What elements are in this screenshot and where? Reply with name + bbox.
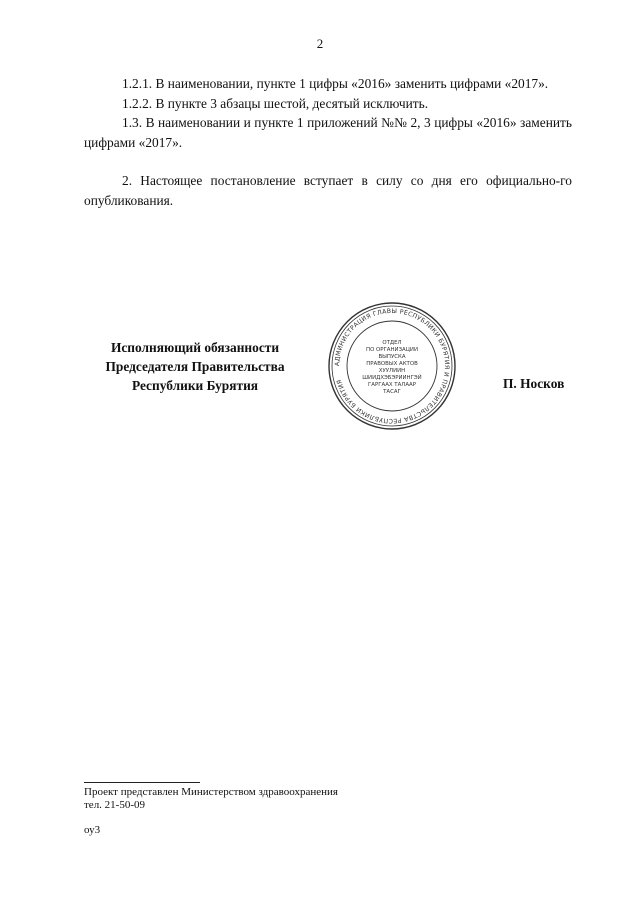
footer-prepared-by: Проект представлен Министерством здравоохранения (84, 786, 338, 798)
stamp-line: ГАРГААХ ТАЛААР (368, 382, 416, 388)
footer-note (84, 786, 338, 812)
official-stamp (326, 300, 458, 432)
footer-divider (84, 782, 200, 783)
stamp-line: ХУУЛИИН (378, 368, 406, 374)
paragraph-1-2-2: 1.2.2. В пункте 3 абзацы шестой, десятый исключить. (122, 95, 429, 111)
stamp-line: ПО ОРГАНИЗАЦИИ (366, 347, 418, 353)
stamp-line: ТАСАГ (383, 389, 401, 395)
signatory-title (84, 338, 306, 395)
stamp-ring-text: АДМИНИСТРАЦИЯ ГЛАВЫ РЕСПУБЛИКИ БУРЯТИЯ И ПРАВИТЕЛЬСТВА РЕСПУБЛИКИ БУРЯТИЯ (333, 307, 451, 425)
footer-code: оу3 (84, 824, 101, 836)
signatory-title-line-3: Республики Бурятия (131, 378, 259, 393)
stamp-line: ОТДЕЛ (382, 340, 402, 346)
signatory-title-line-2: Председателя Правительства (105, 359, 285, 374)
footer-phone: тел. 21-50-09 (84, 799, 146, 811)
paragraph-gap (84, 152, 572, 171)
stamp-line: ШИИДХЭБЭРИИНГЭЙ (362, 375, 422, 381)
paragraph-1-2-1: 1.2.1. В наименовании, пункте 1 цифры «2016» заменить цифрами «2017». (122, 76, 549, 91)
paragraph-2: 2. Настоящее постановление вступает в силу со дня его официально-го опубликования. (84, 173, 572, 208)
signatory-name: П. Носков (503, 376, 565, 391)
document-body (84, 74, 572, 210)
stamp-line: ПРАВОВЫХ АКТОВ (366, 361, 418, 367)
stamp-line: ВЫПУСКА (378, 354, 406, 360)
signatory-title-line-1: Исполняющий обязанности (110, 340, 280, 355)
page-number: 2 (316, 36, 324, 51)
paragraph-1-3: 1.3. В наименовании и пункте 1 приложений №№ 2, 3 цифры «2016» заменить цифрами «2017». (84, 115, 572, 150)
